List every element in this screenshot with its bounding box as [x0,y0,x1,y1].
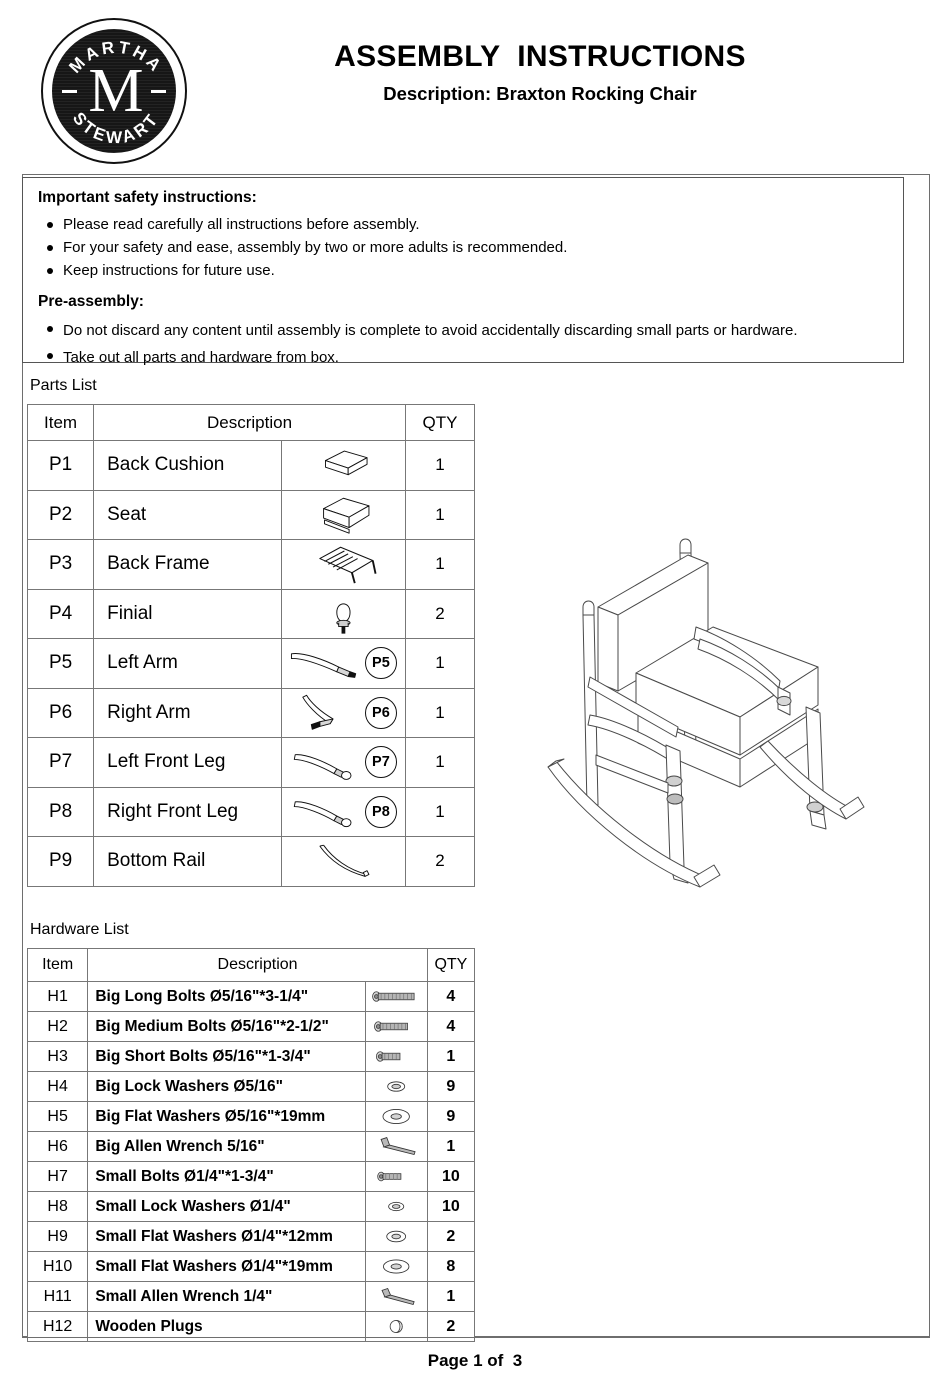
table-row [28,490,475,540]
hardware-description: Big Flat Washers Ø5/16"*19mm [88,1102,366,1132]
allen-wrench-big-icon [366,1132,427,1162]
bottom-rail-glyph [282,837,405,886]
allen-wrench-small-glyph [366,1282,426,1311]
part-item-code: P8 [28,787,94,837]
finial-icon [282,589,406,639]
logo-bottom-text: STEWART [68,108,164,148]
list-item: Take out all parts and hardware from box. [36,344,903,371]
footer-divider [22,1337,930,1338]
hardware-item-code: H2 [28,1012,88,1042]
part-qty: 1 [405,490,474,540]
table-row [28,688,475,738]
title-block [190,40,890,105]
martha-stewart-logo [41,18,187,164]
hardware-item-code: H5 [28,1102,88,1132]
flat-washer-12mm-icon [366,1222,427,1252]
flat-washer-19mm-glyph [366,1252,426,1281]
hardware-description: Small Allen Wrench 1/4" [88,1282,366,1312]
hardware-item-code: H7 [28,1162,88,1192]
part-qty: 2 [405,837,474,887]
part-callout-badge: P6 [365,697,397,729]
rocking-chair-illustration [528,515,920,905]
list-item: Please read carefully all instructions before assembly. [36,213,903,236]
bolt-small-glyph [366,1162,426,1191]
part-item-code: P7 [28,738,94,788]
table-row [28,1042,475,1072]
back-cushion-glyph [282,441,405,490]
part-callout-badge: P5 [365,647,397,679]
table-row [28,639,475,689]
hardware-qty: 2 [427,1222,474,1252]
hardware-item-code: H3 [28,1042,88,1072]
hardware-description: Small Flat Washers Ø1/4"*12mm [88,1222,366,1252]
column-header-qty: QTY [427,949,474,982]
hardware-list-table [27,948,475,1342]
right-arm-icon [282,688,406,738]
part-item-code: P1 [28,441,94,491]
table-row [28,738,475,788]
bolt-long-icon [366,982,427,1012]
parts-list-table [27,404,475,887]
hardware-qty: 1 [427,1132,474,1162]
hardware-qty: 1 [427,1042,474,1072]
part-qty: 2 [405,589,474,639]
table-header-row [28,949,475,982]
hardware-description: Small Lock Washers Ø1/4" [88,1192,366,1222]
column-header-description: Description [88,949,427,982]
back-frame-icon [282,540,406,590]
allen-wrench-small-icon [366,1282,427,1312]
safety-list [36,213,903,282]
hardware-list-caption: Hardware List [30,921,129,938]
table-row [28,1162,475,1192]
column-header-description: Description [94,405,406,441]
part-item-code: P5 [28,639,94,689]
hardware-item-code: H11 [28,1282,88,1312]
part-description: Seat [94,490,282,540]
document-header [0,0,950,170]
hardware-item-code: H8 [28,1192,88,1222]
flat-washer-big-glyph [366,1102,426,1131]
hardware-qty: 9 [427,1072,474,1102]
bolt-short-glyph [366,1042,426,1071]
part-description: Finial [94,589,282,639]
hardware-description: Big Lock Washers Ø5/16" [88,1072,366,1102]
hardware-description: Big Medium Bolts Ø5/16"*2-1/2" [88,1012,366,1042]
lock-washer-big-glyph [366,1072,426,1101]
table-row [28,1102,475,1132]
bolt-long-glyph [366,982,426,1011]
hardware-item-code: H9 [28,1222,88,1252]
hardware-description: Wooden Plugs [88,1312,366,1342]
safety-instructions-box [22,177,904,366]
page-footer: Page 1 of 3 [427,1351,523,1370]
table-row [28,1282,475,1312]
flat-washer-12mm-glyph [366,1222,426,1251]
part-qty: 1 [405,441,474,491]
list-item: Keep instructions for future use. [36,259,903,282]
table-row [28,441,475,491]
part-description: Right Front Leg [94,787,282,837]
column-header-item: Item [28,405,94,441]
table-row [28,1132,475,1162]
hardware-qty: 4 [427,1012,474,1042]
hardware-qty: 10 [427,1192,474,1222]
table-row [28,787,475,837]
left-arm-icon [282,639,406,689]
hardware-item-code: H1 [28,982,88,1012]
lock-washer-big-icon [366,1072,427,1102]
lock-washer-small-icon [366,1192,427,1222]
pre-assembly-heading: Pre-assembly: [38,293,144,310]
list-item: Do not discard any content until assembly is complete to avoid accidentally discarding small parts or hardware. [36,317,903,344]
part-qty: 1 [405,688,474,738]
table-header-row [28,405,475,441]
bolt-medium-icon [366,1012,427,1042]
pre-assembly-list [36,317,903,371]
hardware-item-code: H4 [28,1072,88,1102]
hardware-description: Big Allen Wrench 5/16" [88,1132,366,1162]
hardware-qty: 8 [427,1252,474,1282]
part-callout-badge: P8 [365,796,397,828]
table-row [28,1222,475,1252]
part-item-code: P4 [28,589,94,639]
table-row [28,589,475,639]
part-description: Left Front Leg [94,738,282,788]
flat-washer-big-icon [366,1102,427,1132]
lock-washer-small-glyph [366,1192,426,1221]
bolt-short-icon [366,1042,427,1072]
hardware-qty: 9 [427,1102,474,1132]
column-header-qty: QTY [405,405,474,441]
part-qty: 1 [405,540,474,590]
right-front-leg-icon [282,787,406,837]
back-frame-glyph [282,540,405,589]
logo-top-text: MARTHA [65,37,167,77]
table-row [28,540,475,590]
hardware-item-code: H12 [28,1312,88,1342]
hardware-item-code: H6 [28,1132,88,1162]
part-item-code: P6 [28,688,94,738]
hardware-item-code: H10 [28,1252,88,1282]
table-row [28,837,475,887]
part-description: Right Arm [94,688,282,738]
flat-washer-19mm-icon [366,1252,427,1282]
part-item-code: P3 [28,540,94,590]
hardware-description: Small Bolts Ø1/4"*1-3/4" [88,1162,366,1192]
seat-cushion-glyph [282,491,405,540]
bolt-medium-glyph [366,1012,426,1041]
part-qty: 1 [405,738,474,788]
back-cushion-icon [282,441,406,491]
part-item-code: P2 [28,490,94,540]
parts-list-caption: Parts List [30,377,97,394]
hardware-qty: 1 [427,1282,474,1312]
finial-glyph [282,590,405,639]
table-row [28,1192,475,1222]
page-title: ASSEMBLY INSTRUCTIONS [334,40,746,73]
logo-monogram: M [88,57,144,125]
hardware-description: Big Long Bolts Ø5/16"*3-1/4" [88,982,366,1012]
left-front-leg-icon [282,738,406,788]
bolt-small-icon [366,1162,427,1192]
hardware-qty: 10 [427,1162,474,1192]
table-row [28,982,475,1012]
part-description: Left Arm [94,639,282,689]
page-subtitle: Description: Braxton Rocking Chair [383,83,697,104]
part-description: Bottom Rail [94,837,282,887]
part-description: Back Frame [94,540,282,590]
part-callout-badge: P7 [365,746,397,778]
bottom-rail-icon [282,837,406,887]
list-item: For your safety and ease, assembly by two or more adults is recommended. [36,236,903,259]
safety-heading: Important safety instructions: [38,189,257,206]
part-description: Back Cushion [94,441,282,491]
part-qty: 1 [405,787,474,837]
table-row [28,1012,475,1042]
part-qty: 1 [405,639,474,689]
hardware-qty: 2 [427,1312,474,1342]
hardware-qty: 4 [427,982,474,1012]
hardware-description: Small Flat Washers Ø1/4"*19mm [88,1252,366,1282]
table-row [28,1252,475,1282]
column-header-item: Item [28,949,88,982]
allen-wrench-big-glyph [366,1132,426,1161]
hardware-description: Big Short Bolts Ø5/16"*1-3/4" [88,1042,366,1072]
part-item-code: P9 [28,837,94,887]
seat-cushion-icon [282,490,406,540]
table-row [28,1072,475,1102]
